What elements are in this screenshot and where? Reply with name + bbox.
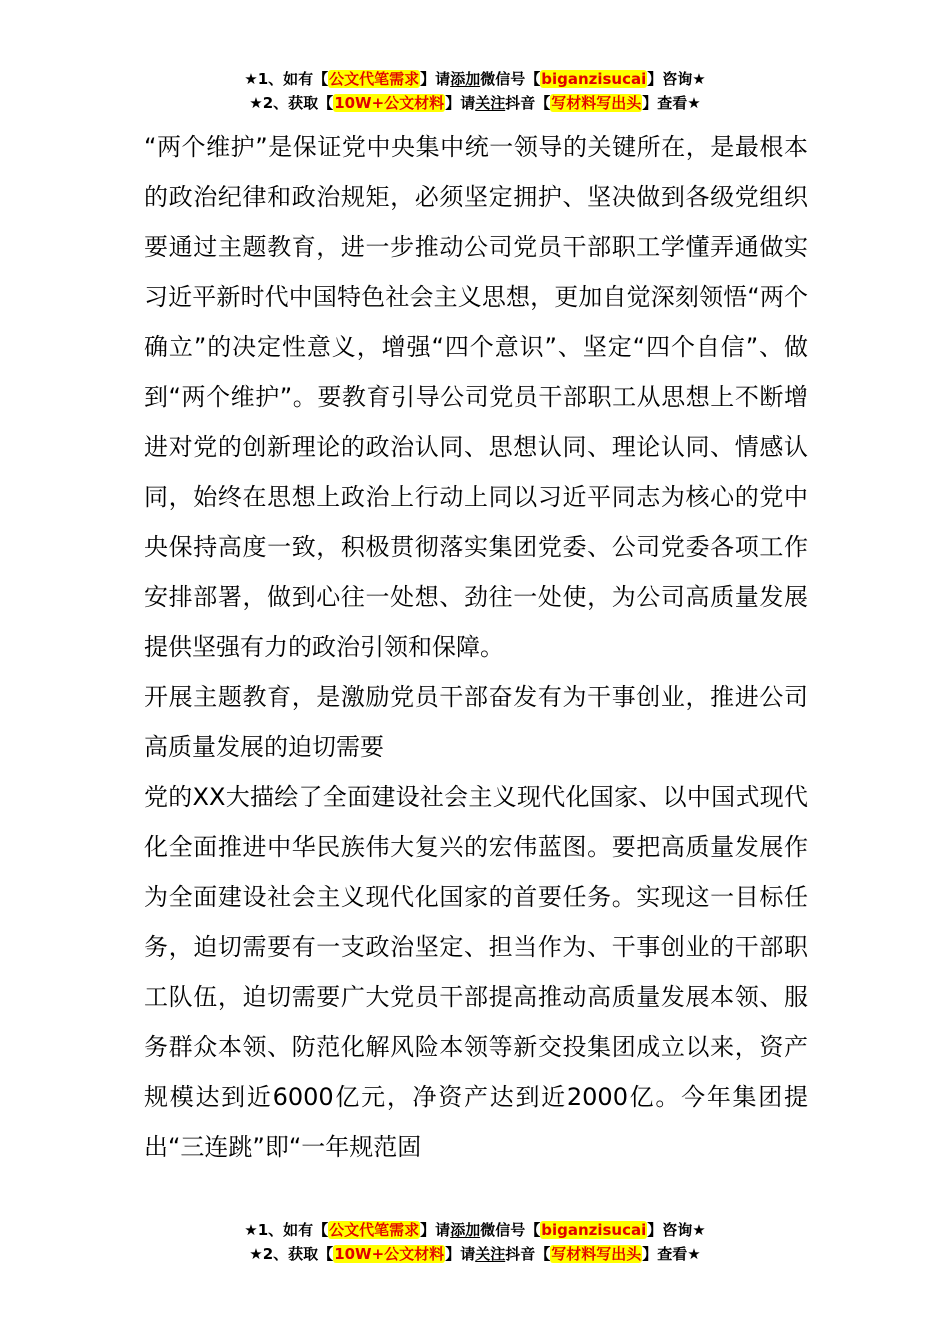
banner-text: 微信号【	[480, 1221, 541, 1239]
highlight-materials: 10W+公文材料	[334, 1245, 445, 1263]
banner-text: 】咨询★	[647, 1221, 706, 1239]
highlight-service: 公文代笔需求	[329, 1221, 420, 1239]
banner-text: 】咨询★	[647, 70, 706, 88]
banner-text: 】请	[445, 94, 476, 112]
star-icon: ★	[249, 1245, 263, 1263]
underlined-text: 关注	[475, 94, 506, 112]
banner-text: 抖音【	[505, 94, 551, 112]
banner-text: 】查看★	[642, 94, 701, 112]
paragraph: “两个维护”是保证党中央集中统一领导的关键所在，是最根本的政治纪律和政治规矩，必须坚定拥护、坚决做到各级党组织要通过主题教育，进一步推动公司党员干部职工学懂弄通做实习近平新时代中国特色社会主义思想，更加自觉深刻领悟“两个确立”的决定性意义，增强“四个意识”、坚定“四个自信”、做到“两个维护”。要教育引导公司党员干部职工从思想上不断增进对党的创新理论的政治认同、思想认同、理论认同、情感认同，始终在思想上政治上行动上同以习近平同志为核心的党中央保持高度一致，积极贯彻落实集团党委、公司党委各项工作安排部署，做到心往一处想、劲往一处使，为公司高质量发展提供坚强有力的政治引领和保障。	[144, 133, 808, 661]
banner-line-1	[0, 67, 950, 91]
banner-line-1	[0, 1218, 950, 1242]
underlined-text: 添加	[450, 1221, 481, 1239]
underlined-text: 添加	[450, 70, 481, 88]
highlight-service: 公文代笔需求	[329, 70, 420, 88]
banner-text: 1、如有【	[257, 70, 329, 88]
banner-line-2	[0, 91, 950, 115]
banner-text: 2、获取【	[262, 1245, 334, 1263]
banner-text: 2、获取【	[262, 94, 334, 112]
highlight-douyin-account: 写材料写出头	[551, 1245, 642, 1263]
footer-banner	[0, 1218, 950, 1266]
paragraph: 党的XX大描绘了全面建设社会主义现代化国家、以中国式现代化全面推进中华民族伟大复兴的宏伟蓝图。要把高质量发展作为全面建设社会主义现代化国家的首要任务。实现这一目标任务，迫切需要有一支政治坚定、担当作为、干事创业的干部职工队伍，迫切需要广大党员干部提高推动高质量发展本领、服务群众本领、防范化解风险本领等新交投集团成立以来，资产规模达到近6000亿元，净资产达到近2000亿。今年集团提出“三连跳”即“一年规范固	[144, 783, 808, 1161]
highlight-wechat-id: biganzisucai	[541, 1221, 647, 1239]
document-body	[144, 122, 808, 1172]
banner-line-2	[0, 1242, 950, 1266]
underlined-text: 关注	[475, 1245, 506, 1263]
paragraph-heading: 开展主题教育，是激励党员干部奋发有为干事创业，推进公司高质量发展的迫切需要	[144, 683, 808, 761]
banner-text: 】查看★	[642, 1245, 701, 1263]
banner-text: 】请	[420, 1221, 451, 1239]
banner-text: 抖音【	[505, 1245, 551, 1263]
banner-text: 微信号【	[480, 70, 541, 88]
banner-text: 1、如有【	[257, 1221, 329, 1239]
highlight-materials: 10W+公文材料	[334, 94, 445, 112]
highlight-wechat-id: biganzisucai	[541, 70, 647, 88]
header-banner	[0, 67, 950, 115]
banner-text: 】请	[420, 70, 451, 88]
banner-text: 】请	[445, 1245, 476, 1263]
star-icon: ★	[244, 70, 258, 88]
star-icon: ★	[249, 94, 263, 112]
star-icon: ★	[244, 1221, 258, 1239]
highlight-douyin-account: 写材料写出头	[551, 94, 642, 112]
